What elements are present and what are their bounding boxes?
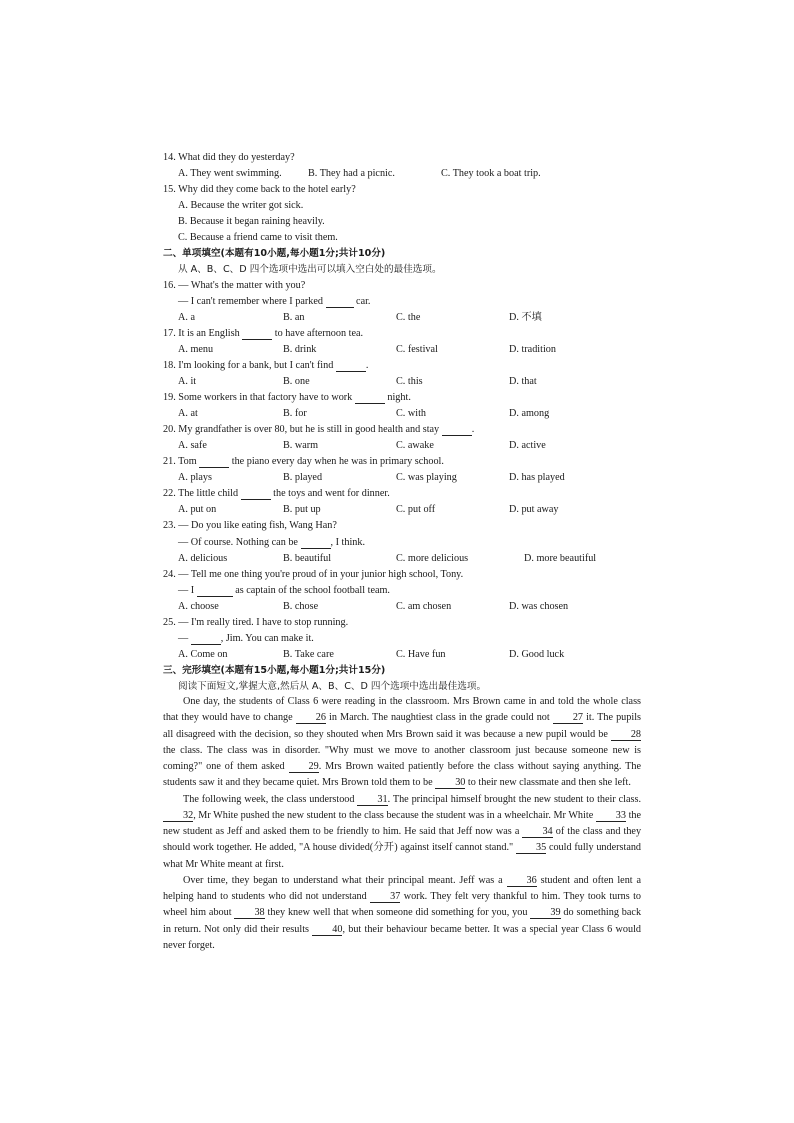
question-19 — [163, 392, 411, 404]
option-17-a: A. menu — [178, 344, 214, 355]
option-20-a: A. safe — [178, 440, 207, 451]
option-25-d: D. Good luck — [509, 649, 565, 660]
passage-text: One day, the students of Class 6 were reading in the classroom. Mrs Brown came in and told the whole class that they would have to change — [163, 696, 641, 724]
question-22-text-a: 22. The little child — [163, 488, 239, 499]
option-24-c: C. am chosen — [396, 601, 452, 612]
passage-text: to their new classmate and then she left. — [467, 777, 631, 789]
question-25-line-2 — [178, 633, 314, 645]
answer-blank — [241, 488, 271, 500]
question-15: 15. Why did they come back to the hotel early? — [163, 184, 356, 195]
passage-text: student and often lent a helping hand to students who did not understand — [163, 874, 642, 902]
passage-text: it. The pupils all disagreed with the decision, so they shouted when Mrs Brown said it was because a new pupil would be — [163, 712, 641, 740]
option-14-b: B. They had a picnic. — [308, 168, 395, 179]
question-20-text-b: . — [471, 424, 475, 435]
option-25-c: C. Have fun — [396, 649, 446, 660]
question-23-line-2 — [178, 537, 365, 549]
question-18-text-a: 18. I'm looking for a bank, but I can't find — [163, 360, 334, 371]
passage-text: Over time, they began to understand what their principal meant. Jeff was a — [183, 874, 503, 886]
option-24-b: B. chose — [283, 601, 319, 612]
passage-paragraph-2 — [163, 792, 641, 873]
question-22 — [163, 488, 390, 500]
question-25-text-b: , Jim. You can make it. — [220, 633, 314, 644]
option-18-a: A. it — [178, 376, 197, 387]
option-22-d: D. put away — [509, 504, 559, 515]
blank-37: 37 — [370, 891, 400, 903]
question-16-text-a: — I can't remember where I parked — [178, 296, 323, 307]
passage-text: , but their behaviour became better. It was a special year Class 6 would never forget. — [163, 923, 641, 951]
option-18-c: C. this — [396, 376, 423, 387]
option-16-c: C. the — [396, 312, 421, 323]
option-22-c: C. put off — [396, 504, 436, 515]
option-19-d: D. among — [509, 408, 550, 419]
option-23-c: C. more delicious — [396, 553, 469, 564]
passage-text: the class. The class was in disorder. "Why must we move to another classroom just because someone new is coming?" one of them asked — [163, 744, 641, 772]
question-24-line-2 — [178, 585, 390, 597]
question-18-text-b: . — [365, 360, 369, 371]
question-24-text-b: as captain of the school football team. — [235, 585, 390, 596]
section-2-instruction: 从 A、B、C、D 四个选项中选出可以填入空白处的最佳选项。 — [178, 264, 442, 275]
option-23-b: B. beautiful — [283, 553, 332, 564]
question-25-text-a: — — [178, 633, 189, 644]
question-20-text-a: 20. My grandfather is over 80, but he is still in good health and stay — [163, 424, 440, 435]
blank-38: 38 — [234, 907, 264, 919]
option-17-b: B. drink — [283, 344, 317, 355]
passage-paragraph-3 — [163, 873, 641, 954]
blank-39: 39 — [530, 907, 560, 919]
question-16-line-1: 16. — What's the matter with you? — [163, 280, 306, 291]
option-16-b: B. an — [283, 312, 305, 323]
question-19-text-a: 19. Some workers in that factory have to work — [163, 392, 353, 403]
question-23-text-b: , I think. — [330, 537, 366, 548]
passage-paragraph-1 — [163, 694, 641, 792]
question-18 — [163, 360, 368, 372]
question-21-text-a: 21. Tom — [163, 456, 197, 467]
answer-blank — [326, 296, 354, 308]
option-15-c: C. Because a friend came to visit them. — [178, 232, 338, 243]
answer-blank — [336, 360, 366, 372]
option-20-c: C. awake — [396, 440, 434, 451]
question-24-line-1: 24. — Tell me one thing you're proud of in your junior high school, Tony. — [163, 569, 464, 580]
option-14-c: C. They took a boat trip. — [441, 168, 541, 179]
option-15-b: B. Because it began raining heavily. — [178, 216, 325, 227]
option-17-c: C. festival — [396, 344, 438, 355]
passage-text: do something back in return. Not only did their results — [163, 907, 642, 935]
option-20-b: B. warm — [283, 440, 319, 451]
passage-text: The following week, the class understood — [183, 793, 355, 805]
option-23-a: A. delicious — [178, 553, 228, 564]
answer-blank — [197, 585, 233, 597]
option-21-d: D. has played — [509, 472, 565, 483]
blank-36: 36 — [507, 875, 537, 887]
blank-34: 34 — [522, 826, 552, 838]
option-24-d: D. was chosen — [509, 601, 569, 612]
passage-text: the new student as Jeff and asked them to be friendly to him. He said that Jeff now was a — [163, 809, 642, 837]
blank-29: 29 — [289, 761, 319, 773]
blank-31: 31 — [357, 794, 387, 806]
passage-text: . The principal himself brought the new student to their class. — [387, 793, 641, 805]
option-17-d: D. tradition — [509, 344, 556, 355]
option-22-a: A. put on — [178, 504, 217, 515]
question-20 — [163, 424, 474, 436]
section-3-instruction: 阅读下面短文,掌握大意,然后从 A、B、C、D 四个选项中选出最佳选项。 — [178, 681, 487, 692]
passage-text: of the class and they should work together. He added, "A house divided(分开) against itself cannot stand." — [163, 826, 642, 854]
option-24-a: A. choose — [178, 601, 219, 612]
question-17 — [163, 328, 363, 340]
option-22-b: B. put up — [283, 504, 321, 515]
answer-blank — [442, 424, 472, 436]
option-19-b: B. for — [283, 408, 307, 419]
option-16-d: D. 不填 — [509, 312, 542, 323]
answer-blank — [199, 456, 229, 468]
option-15-a: A. Because the writer got sick. — [178, 200, 304, 211]
option-21-c: C. was playing — [396, 472, 457, 483]
option-21-b: B. played — [283, 472, 323, 483]
question-17-text-b: to have afternoon tea. — [274, 328, 364, 339]
blank-28: 28 — [611, 729, 641, 741]
question-25-line-1: 25. — I'm really tired. I have to stop running. — [163, 617, 349, 628]
question-17-text-a: 17. It is an English — [163, 328, 240, 339]
cloze-passage — [163, 694, 641, 954]
option-19-c: C. with — [396, 408, 427, 419]
option-20-d: D. active — [509, 440, 546, 451]
blank-33: 33 — [596, 810, 626, 822]
question-16-line-2 — [178, 296, 370, 308]
answer-blank — [191, 633, 221, 645]
passage-text: . Mrs Brown waited patiently before the class without saying anything. The students saw it and they became quiet. Mrs Brown told them to be — [163, 761, 642, 789]
passage-text: they knew well that when someone did something for you, you — [267, 907, 528, 919]
question-22-text-b: the toys and went for dinner. — [273, 488, 390, 499]
answer-blank — [301, 537, 331, 549]
option-16-a: A. a — [178, 312, 195, 323]
question-14: 14. What did they do yesterday? — [163, 152, 295, 163]
blank-26: 26 — [296, 712, 326, 724]
question-23-text-a: — Of course. Nothing can be — [178, 537, 298, 548]
option-23-d: D. more beautiful — [524, 553, 597, 564]
question-24-text-a: — I — [178, 585, 195, 596]
passage-text: in March. The naughtiest class in the grade could not — [329, 712, 550, 724]
option-14-a: A. They went swimming. — [178, 168, 282, 179]
option-19-a: A. at — [178, 408, 198, 419]
question-23-line-1: 23. — Do you like eating fish, Wang Han? — [163, 520, 337, 531]
option-21-a: A. plays — [178, 472, 212, 483]
answer-blank — [355, 392, 385, 404]
question-16-text-b: car. — [356, 296, 371, 307]
option-18-d: D. that — [509, 376, 537, 387]
option-18-b: B. one — [283, 376, 310, 387]
passage-text: , Mr White pushed the new student to the class because the student was in a wheelchair. Mr White — [193, 809, 594, 821]
option-25-a: A. Come on — [178, 649, 228, 660]
blank-32: 32 — [163, 810, 193, 822]
blank-40: 40 — [312, 924, 342, 936]
blank-30: 30 — [435, 777, 465, 789]
option-25-b: B. Take care — [283, 649, 334, 660]
passage-text: work. They felt very thankful to him. They took turns to wheel him about — [163, 891, 642, 919]
question-21-text-b: the piano every day when he was in primary school. — [231, 456, 444, 467]
blank-35: 35 — [516, 842, 546, 854]
question-19-text-b: night. — [387, 392, 411, 403]
passage-text: could fully understand what Mr White meant at first. — [163, 842, 642, 870]
section-2-title: 二、单项填空(本题有10小题,每小题1分;共计10分) — [163, 248, 386, 259]
answer-blank — [242, 328, 272, 340]
section-3-title: 三、完形填空(本题有15小题,每小题1分;共计15分) — [163, 665, 386, 676]
question-21 — [163, 456, 444, 468]
blank-27: 27 — [553, 712, 583, 724]
